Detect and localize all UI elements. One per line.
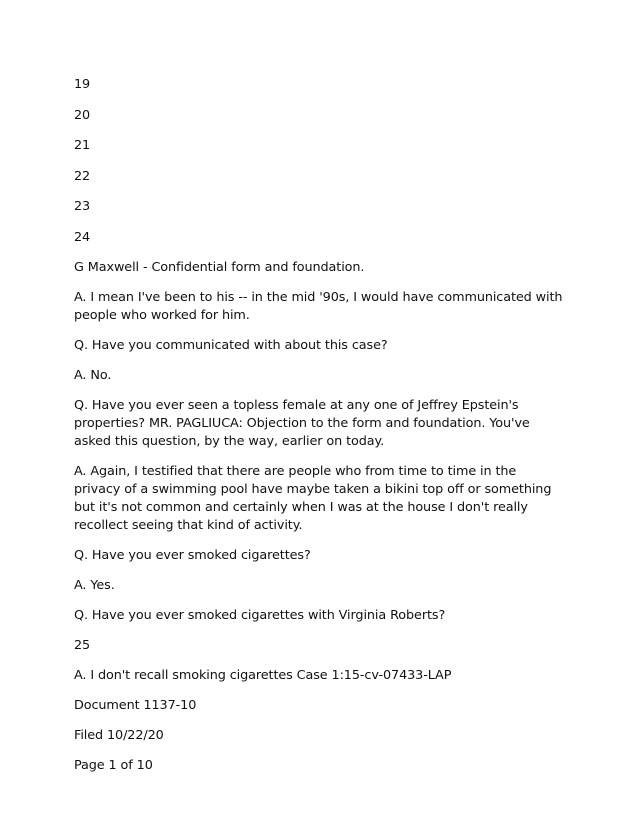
page-number: Page 1 of 10 (74, 758, 153, 773)
line-number-20: 20 (74, 107, 91, 123)
question-paragraph-1: Q. Have you communicated with about this case? (74, 338, 388, 353)
answer-paragraph-3: A. Again, I testified that there are people who from time to time in the privacy of a swimming pool have maybe taken a bikini top off or something but it's not common and certainly when I was at the house I don't really recollect seeing that kind of activity. (74, 464, 552, 533)
line-number-21: 21 (74, 138, 91, 153)
filed-date: Filed 10/22/20 (74, 728, 164, 743)
line-number-22: 22 (74, 168, 91, 184)
question-paragraph-4: Q. Have you ever smoked cigarettes with Virginia Roberts? (74, 608, 446, 623)
answer-paragraph-4: A. Yes. (74, 578, 115, 593)
answer-paragraph-2: A. No. (74, 368, 112, 383)
line-number-24: 24 (74, 229, 91, 245)
answer-paragraph-1: A. I mean I've been to his -- in the mid '90s, I would have communicated with people who worked for him. (74, 290, 563, 323)
document-content (74, 76, 564, 787)
line-number-19: 19 (74, 77, 91, 92)
answer-paragraph-5: A. I don't recall smoking cigarettes Case 1:15-cv-07433-LAP (74, 668, 452, 683)
transcript-header: G Maxwell - Confidential form and foundation. (74, 260, 365, 275)
question-paragraph-2: Q. Have you ever seen a topless female at any one of Jeffrey Epstein's properties? MR. PAGLIUCA: Objection to the form and foundation. You've asked this question, by the way, earlier on today. (74, 398, 530, 449)
question-paragraph-3: Q. Have you ever smoked cigarettes? (74, 548, 311, 563)
line-number-23: 23 (74, 199, 91, 214)
document-number: Document 1137-10 (74, 698, 197, 713)
line-number-25: 25 (74, 638, 91, 653)
